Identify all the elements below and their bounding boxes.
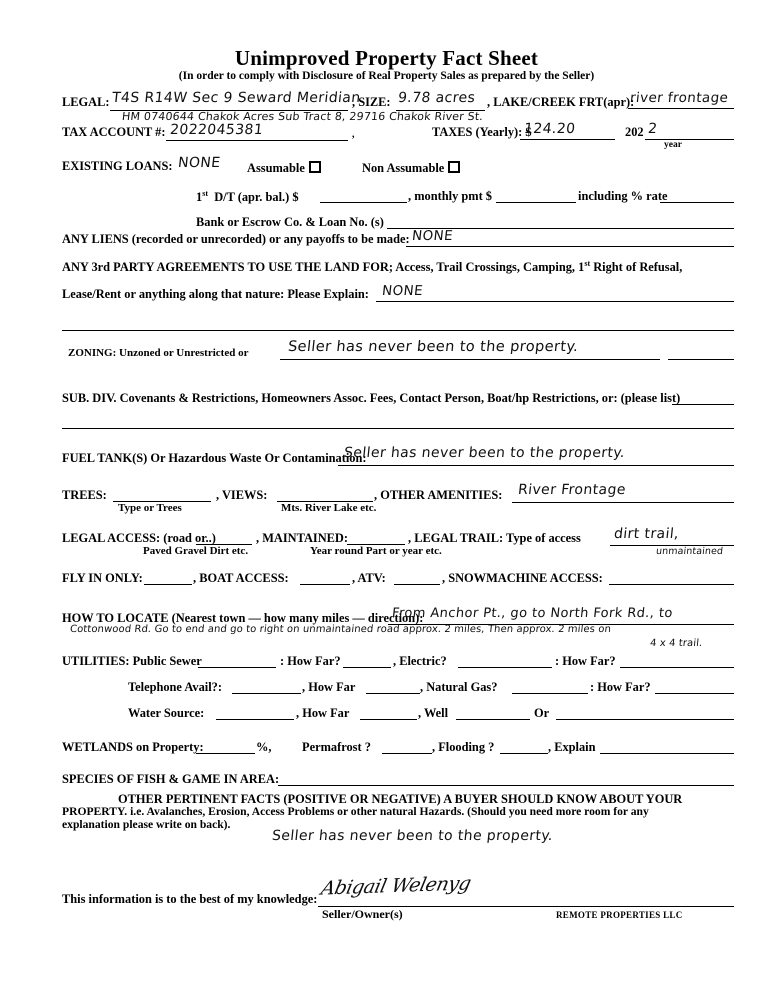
assumable-label: Assumable [247, 161, 305, 175]
sub-div-rule-2[interactable] [62, 428, 734, 429]
atv-rule[interactable] [394, 584, 440, 585]
monthly-pmt-rule[interactable] [496, 202, 576, 203]
bank-escrow-label: Bank or Escrow Co. & Loan No. (s) [196, 215, 384, 229]
size-rule [396, 110, 485, 111]
zoning-value: Seller has never been to the property. [287, 339, 580, 355]
wetlands-label: WETLANDS on Property: [62, 740, 204, 754]
legal-trail-label: , LEGAL TRAIL: Type of access [408, 531, 581, 545]
signature-label: This information is to the best of my knowledge: [62, 892, 318, 906]
lake-creek-value: river frontage [629, 90, 730, 106]
fuel-tank-value: Seller has never been to the property. [343, 445, 626, 461]
lease-rent-label: Lease/Rent or anything along that nature: Please Explain: [62, 287, 369, 301]
third-party-line1-b: Right of Refusal, [590, 260, 683, 275]
how-far-1-label: : How Far? [280, 654, 341, 668]
or-label: Or [534, 706, 550, 720]
size-label: , SIZE: [352, 95, 391, 109]
how-far-5-label: , How Far [296, 706, 350, 720]
third-party-extra-rule[interactable] [62, 330, 734, 331]
how-far-5-rule[interactable] [360, 719, 417, 720]
water-source-rule[interactable] [216, 719, 294, 720]
tax-account-rule [166, 140, 348, 141]
how-to-locate-value-1: From Anchor Pt., go to North Fork Rd., to [391, 606, 674, 621]
how-to-locate-value-3: 4 x 4 trail. [649, 638, 703, 649]
existing-loans-label: EXISTING LOANS: [62, 159, 173, 173]
fuel-tank-rule[interactable] [338, 465, 734, 466]
water-source-label: Water Source: [128, 706, 205, 720]
amenities-rule[interactable] [512, 502, 734, 503]
fly-in-rule[interactable] [144, 584, 192, 585]
taxes-label: TAXES (Yearly): $ [432, 125, 532, 139]
snowmachine-label: , SNOWMACHINE ACCESS: [442, 571, 603, 585]
utilities-label: UTILITIES: Public Sewer [62, 654, 202, 668]
trees-caption: Type or Trees [118, 502, 182, 514]
well-label: , Well [418, 706, 449, 720]
tax-account-value: 2022045381 [169, 122, 264, 138]
size-value: 9.78 acres [397, 90, 477, 106]
public-sewer-rule[interactable] [198, 667, 276, 668]
year-value: 2 [647, 121, 659, 137]
flooding-label: , Flooding ? [432, 740, 495, 754]
wetlands-rule[interactable] [196, 753, 255, 754]
atv-label: , ATV: [352, 571, 386, 585]
how-far-4-label: : How Far? [590, 680, 651, 694]
liens-value: NONE [411, 228, 454, 244]
lake-creek-rule [628, 108, 734, 109]
dt-label [196, 190, 299, 204]
page-title: Unimproved Property Fact Sheet [234, 46, 539, 70]
explain-rule[interactable] [600, 753, 734, 754]
tax-account-comma: , [352, 129, 355, 140]
signature-value: Abigail Welenyg [319, 872, 473, 900]
third-party-line1-a: ANY 3rd PARTY AGREEMENTS TO USE THE LAND FOR; Access, Trail Crossings, Camping, 1 [62, 260, 585, 275]
natural-gas-rule[interactable] [512, 693, 588, 694]
zoning-rule-2[interactable] [668, 359, 734, 360]
sub-div-rule[interactable] [672, 404, 734, 405]
boat-access-label: , BOAT ACCESS: [193, 571, 289, 585]
dt-text: D/T (apr. bal.) $ [214, 190, 299, 205]
permafrost-label: Permafrost ? [302, 740, 371, 754]
amenities-label: , OTHER AMENITIES: [374, 488, 503, 502]
views-caption: Mts. River Lake etc. [281, 502, 377, 514]
dt-amount-rule[interactable] [320, 202, 407, 203]
non-assumable-option[interactable] [362, 161, 460, 175]
explain-label: , Explain [548, 740, 596, 754]
legal-trail-value-line2: unmaintained [655, 546, 724, 557]
how-far-3-label: , How Far [302, 680, 356, 694]
snowmachine-rule[interactable] [609, 584, 734, 585]
rate-label: including % rate [578, 189, 668, 203]
lease-rent-rule[interactable] [376, 301, 734, 302]
trees-label: TREES: [62, 488, 107, 502]
pertinent-line1: OTHER PERTINENT FACTS (POSITIVE OR NEGATIVE) A BUYER SHOULD KNOW ABOUT YOUR [118, 792, 683, 806]
dt-sup: st [202, 189, 208, 198]
non-assumable-label: Non Assumable [362, 161, 445, 175]
assumable-checkbox[interactable] [309, 161, 321, 173]
pertinent-value: Seller has never been to the property. [271, 828, 554, 844]
monthly-pmt-label: , monthly pmt $ [408, 189, 492, 203]
legal-value-line2: HM 0740644 Chakok Acres Sub Tract 8, 29716 Chakok River St. [121, 110, 484, 123]
well-rule[interactable] [456, 719, 530, 720]
legal-value: T4S R14W Sec 9 Seward Meridian [111, 90, 362, 106]
telephone-rule[interactable] [232, 693, 301, 694]
pertinent-line2: PROPERTY. i.e. Avalanches, Erosion, Access Problems or other natural Hazards. (Should you need more room for any [62, 805, 649, 818]
natural-gas-label: , Natural Gas? [420, 680, 498, 694]
existing-loans-value: NONE [177, 155, 222, 171]
sub-div-label: SUB. DIV. Covenants & Restrictions, Homeowners Assoc. Fees, Contact Person, Boat/hp Restrictions, or: (please list) [62, 391, 681, 405]
how-to-locate-value-2: Cottonwood Rd. Go to end and go to right on unmaintained road approx. 2 miles, Then approx. 2 miles on [69, 624, 612, 635]
legal-trail-value: dirt trail, [613, 526, 680, 542]
wetlands-percent: %, [256, 740, 272, 754]
legal-access-caption: Paved Gravel Dirt etc. [143, 545, 249, 557]
electric-rule[interactable] [458, 667, 552, 668]
how-to-locate-label: HOW TO LOCATE (Nearest town — how many miles — direction): [62, 611, 424, 625]
taxes-rule [520, 139, 615, 140]
pertinent-line3: explanation please write on back). [62, 818, 231, 831]
maintained-caption: Year round Part or year etc. [310, 545, 442, 557]
tax-account-label: TAX ACCOUNT #: [62, 125, 166, 139]
or-rule[interactable] [556, 719, 734, 720]
third-party-sup: st [584, 259, 591, 268]
signature-caption: Seller/Owner(s) [322, 907, 403, 921]
year-rule [645, 139, 734, 140]
maintained-label: , MAINTAINED: [256, 531, 349, 545]
fuel-tank-label: FUEL TANK(S) Or Hazardous Waste Or Contamination: [62, 451, 367, 465]
zoning-label: ZONING: Unzoned or Unrestricted or [68, 347, 249, 359]
how-far-1-rule[interactable] [343, 667, 391, 668]
legal-label: LEGAL: [62, 95, 110, 109]
species-rule[interactable] [278, 785, 734, 786]
how-far-2-label: : How Far? [555, 654, 616, 668]
assumable-option[interactable] [247, 161, 321, 175]
page-subtitle: (In order to comply with Disclosure of Real Property Sales as prepared by the Seller) [178, 70, 595, 82]
electric-label: , Electric? [393, 654, 447, 668]
telephone-label: Telephone Avail?: [128, 680, 222, 694]
lake-creek-label: , LAKE/CREEK FRT(apr): [487, 95, 635, 109]
legal-access-label: LEGAL ACCESS: (road or..) [62, 531, 216, 545]
how-far-2-rule[interactable] [620, 667, 734, 668]
species-label: SPECIES OF FISH & GAME IN AREA: [62, 772, 280, 786]
boat-access-rule[interactable] [300, 584, 350, 585]
permafrost-rule[interactable] [382, 753, 432, 754]
company-name: REMOTE PROPERTIES LLC [556, 910, 683, 920]
liens-label: ANY LIENS (recorded or unrecorded) or any payoffs to be made: [62, 232, 410, 246]
third-party-line1 [62, 260, 682, 274]
lease-rent-value: NONE [381, 283, 424, 299]
year-prefix: 202 [625, 125, 644, 139]
zoning-rule[interactable] [280, 359, 660, 360]
non-assumable-checkbox[interactable] [448, 161, 460, 173]
fly-in-label: FLY IN ONLY: [62, 571, 143, 585]
taxes-value: 124.20 [523, 121, 577, 137]
liens-rule[interactable] [406, 246, 734, 247]
flooding-rule[interactable] [500, 753, 548, 754]
how-far-3-rule[interactable] [366, 693, 420, 694]
dt-prefix: 1 [196, 190, 203, 205]
year-caption: year [664, 140, 682, 150]
rate-rule[interactable] [660, 202, 734, 203]
views-label: , VIEWS: [216, 488, 268, 502]
how-far-4-rule[interactable] [655, 693, 734, 694]
amenities-value: River Frontage [517, 482, 627, 498]
